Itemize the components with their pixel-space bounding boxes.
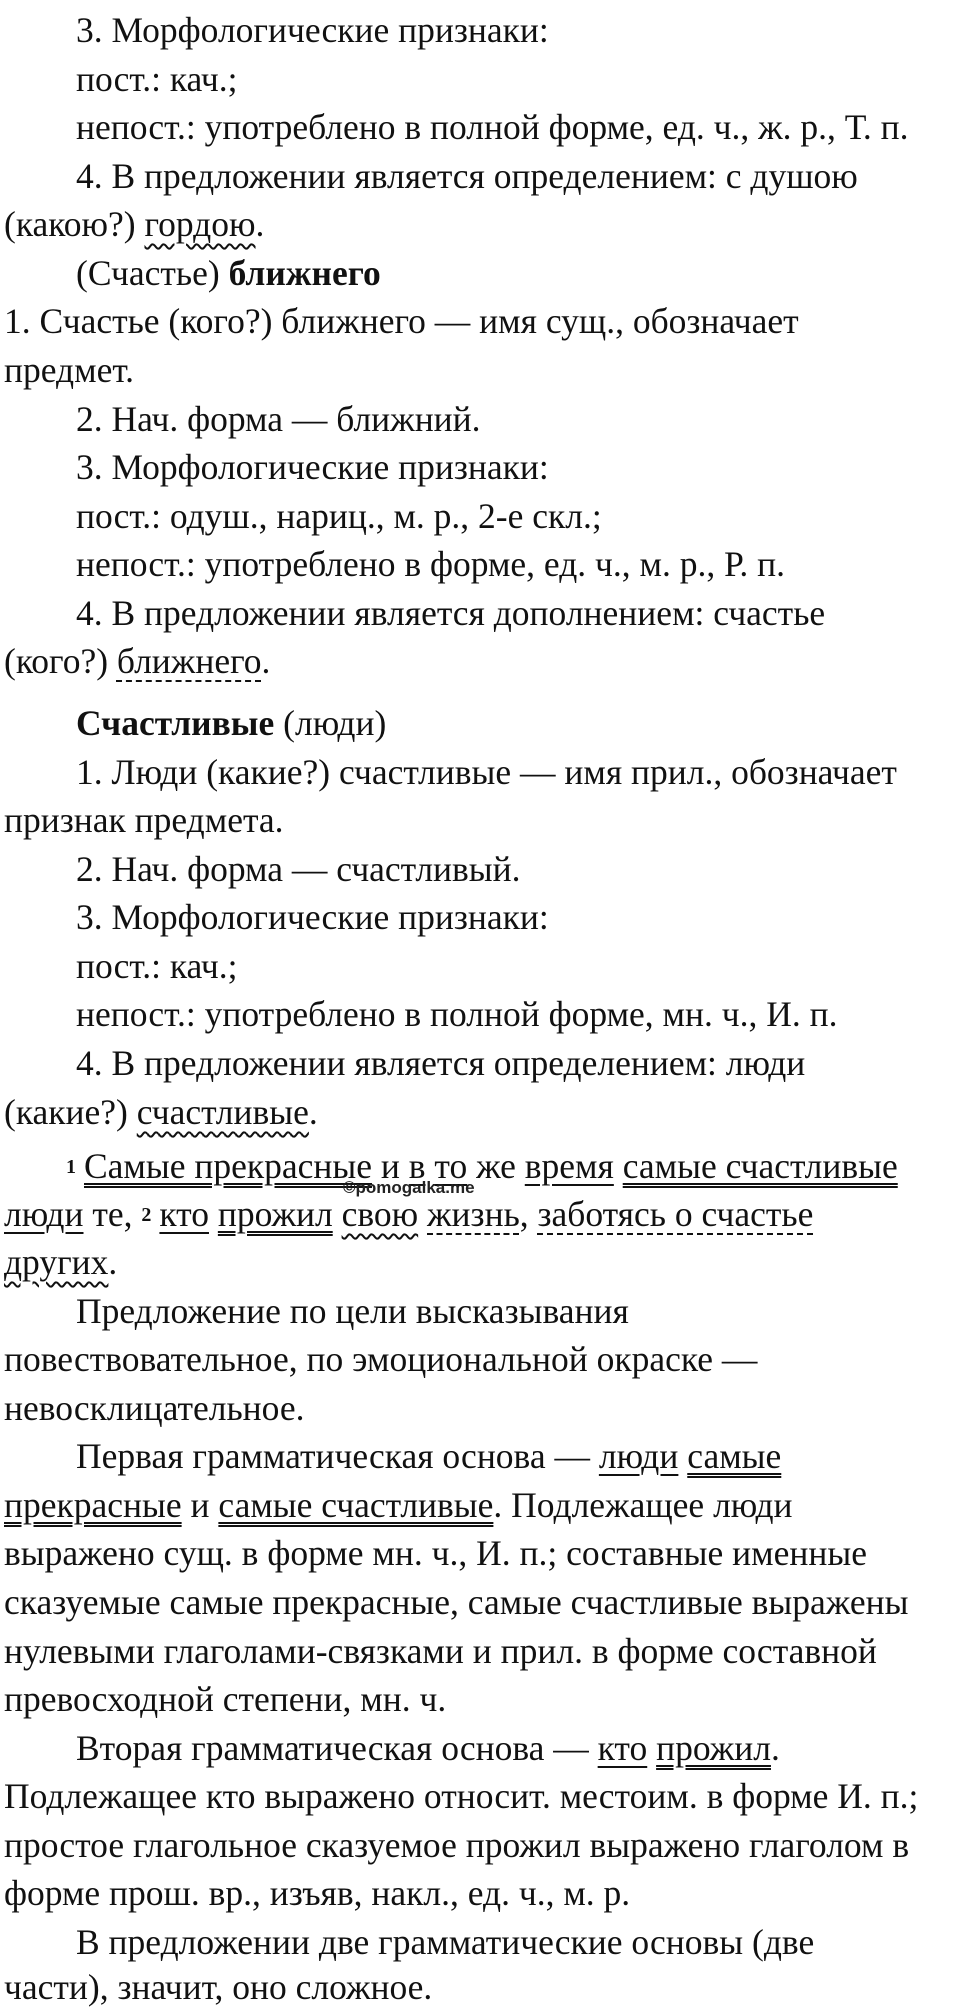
text-line: [76, 1287, 629, 1336]
text: 4. В предложении является дополнением: счастье: [76, 593, 826, 633]
text: (кого?): [4, 641, 109, 681]
circumstance-word: то: [434, 1146, 468, 1186]
text: пост.: кач.;: [76, 946, 238, 986]
text-line: [76, 893, 549, 942]
definition-word: свою: [341, 1194, 419, 1234]
text: . Подлежащее люди: [493, 1485, 793, 1525]
text-line: [76, 55, 237, 104]
text-line: [4, 1675, 446, 1724]
text-line: [76, 443, 549, 492]
text: превосходной степени, мн. ч.: [4, 1679, 447, 1719]
text: невосклицательное.: [4, 1388, 305, 1428]
text-line: [4, 1772, 918, 1821]
subject-word: люди: [4, 1194, 84, 1234]
sentence-line: [4, 1190, 813, 1240]
text: непост.: употреблено в полной форме, мн. ч., И. п.: [76, 994, 838, 1034]
definition-word: гордою: [144, 204, 256, 244]
text-line: [76, 152, 858, 201]
text-line: [4, 346, 134, 395]
object-word: жизнь: [427, 1194, 520, 1234]
predicate-word: прекрасные: [4, 1485, 182, 1525]
circumstance-word: в: [408, 1146, 426, 1186]
predicate-word: прожил: [217, 1194, 333, 1234]
text-line: [4, 1335, 757, 1384]
text: Подлежащее кто выражено относит. местоим. в форме И. п.;: [4, 1776, 919, 1816]
text: .: [108, 1242, 118, 1282]
parsed-word-heading: ближнего: [228, 253, 381, 293]
subject-word: люди: [598, 1436, 679, 1476]
text: Первая грамматическая основа —: [76, 1436, 590, 1476]
text: и: [380, 1146, 400, 1186]
text: 4. В предложении является определением: люди: [76, 1043, 806, 1083]
text-line: [76, 395, 481, 444]
text-line: [4, 1869, 630, 1918]
sentence-line: [66, 1142, 898, 1192]
text-line: [4, 1529, 867, 1578]
text: же: [476, 1146, 516, 1186]
predicate-word: прожил: [656, 1728, 771, 1768]
text: 2. Нач. форма — счастливый.: [76, 849, 521, 889]
parsed-word-heading: Счастливые: [76, 703, 275, 743]
text: Вторая грамматическая основа —: [76, 1728, 589, 1768]
text: 3. Морфологические признаки:: [76, 10, 549, 50]
text: непост.: употреблено в полной форме, ед. ч., ж. р., Т. п.: [76, 107, 909, 147]
text: повествовательное, по эмоциональной окраске —: [4, 1339, 758, 1379]
text-line: [4, 637, 270, 686]
predicate-words: Самые прекрасные: [84, 1146, 373, 1186]
text: .: [255, 204, 265, 244]
text: В предложении две грамматические основы (две: [76, 1922, 815, 1962]
object-word: ближнего: [116, 641, 262, 681]
text-line: [4, 1578, 908, 1627]
text-line: [76, 942, 237, 991]
predicate-word: самые: [687, 1436, 782, 1476]
text: те,: [92, 1194, 133, 1234]
text-line: [76, 1724, 780, 1773]
text: предмет.: [4, 350, 135, 390]
text: 4. В предложении является определением: с душою: [76, 156, 858, 196]
circumstance-word: время: [524, 1146, 614, 1186]
text: простое глагольное сказуемое прожил выражено глаголом в: [4, 1825, 910, 1865]
text: Предложение по цели высказывания: [76, 1291, 629, 1331]
text: .: [308, 1092, 318, 1132]
text-line: [76, 1039, 805, 1088]
text: 3. Морфологические признаки:: [76, 897, 549, 937]
text-line: [76, 589, 825, 638]
text: непост.: употреблено в форме, ед. ч., м. р., Р. п.: [76, 544, 786, 584]
text: .: [770, 1728, 780, 1768]
text-line: [4, 1481, 793, 1530]
text-line: [76, 492, 602, 541]
text: форме прош. вр., изъяв, накл., ед. ч., м. р.: [4, 1873, 631, 1913]
text-line: [76, 540, 785, 589]
text-line: [76, 845, 521, 894]
text-line: [76, 748, 897, 797]
text-line: [76, 1432, 781, 1481]
sentence-line: [4, 1238, 117, 1287]
text-line: [4, 297, 799, 346]
text: (люди): [283, 703, 387, 743]
text: 3. Морфологические признаки:: [76, 447, 549, 487]
text: .: [261, 641, 271, 681]
text: пост.: кач.;: [76, 59, 238, 99]
predicate-words: самые счастливые: [218, 1485, 494, 1525]
text-line: [76, 103, 909, 152]
text: и: [190, 1485, 210, 1525]
text: (какою?): [4, 204, 136, 244]
text-line: [4, 1088, 318, 1137]
text-line: [4, 1963, 432, 2012]
text-line: [4, 200, 264, 249]
text: сказуемые самые прекрасные, самые счастливые выражены: [4, 1582, 909, 1622]
text: признак предмета.: [4, 800, 284, 840]
text: 1. Люди (какие?) счастливые — имя прил., обозначает: [76, 752, 897, 792]
text-line: [76, 699, 386, 748]
text: 1. Счастье (кого?) ближнего — имя сущ., обозначает: [4, 301, 799, 341]
clause-number: 1: [66, 1156, 76, 1178]
text-line: [76, 990, 838, 1039]
definition-word: счастливые: [136, 1092, 309, 1132]
subject-word: кто: [159, 1194, 209, 1234]
text-line: [76, 6, 549, 55]
circumstance-phrase: заботясь о счастье: [537, 1194, 814, 1234]
subject-word: кто: [597, 1728, 648, 1768]
text: 2. Нач. форма — ближний.: [76, 399, 481, 439]
text: (Счастье): [76, 253, 220, 293]
text-line: [4, 1627, 877, 1676]
text-line: [76, 249, 381, 298]
text: выражено сущ. в форме мн. ч., И. п.; составные именные: [4, 1533, 867, 1573]
text: нулевыми глаголами-связками и прил. в форме составной: [4, 1631, 877, 1671]
text-line: [4, 796, 284, 845]
text-line: [76, 1918, 814, 1967]
text: пост.: одуш., нариц., м. р., 2-е скл.;: [76, 496, 602, 536]
definition-word: других: [4, 1242, 109, 1282]
text: ,: [519, 1194, 529, 1234]
text-line: [4, 1821, 909, 1870]
clause-number: 2: [141, 1204, 152, 1226]
predicate-words: самые счастливые: [622, 1146, 898, 1186]
text: (какие?): [4, 1092, 128, 1132]
text: части), значит, оно сложное.: [4, 1967, 433, 2007]
watermark: ©pomogalka.me: [343, 1178, 475, 1197]
text-line: [4, 1384, 304, 1433]
